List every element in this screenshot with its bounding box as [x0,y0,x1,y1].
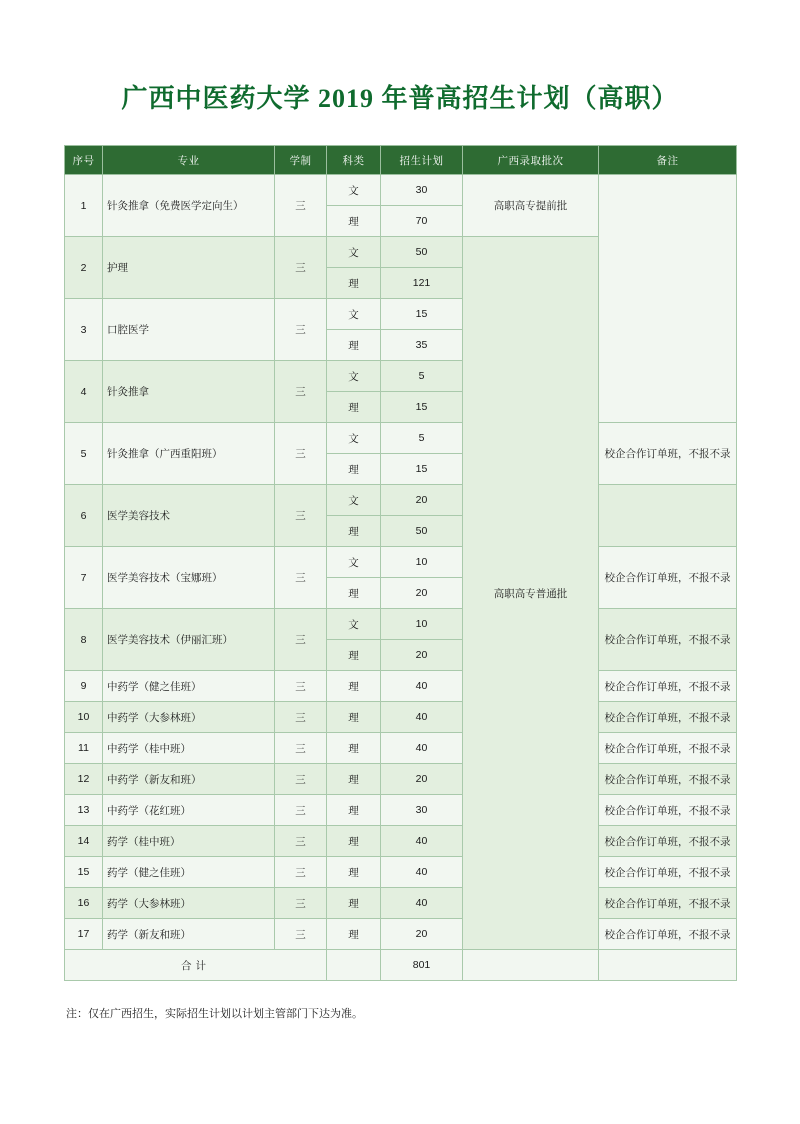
cell-type: 文 [327,237,381,268]
cell-type: 理 [327,454,381,485]
cell-count: 5 [381,361,463,392]
table-row [65,609,737,640]
cell-type: 理 [327,671,381,702]
cell-count: 40 [381,857,463,888]
cell-major: 医学美容技术（宝娜班） [103,547,275,609]
table-row [65,702,737,733]
cell-type: 理 [327,578,381,609]
cell-remark: 校企合作订单班，不报不录 [599,826,737,857]
cell-major: 中药学（桂中班） [103,733,275,764]
cell-count: 70 [381,206,463,237]
footnote: 注：仅在广西招生，实际招生计划以计划主管部门下达为准。 [66,1008,363,1020]
cell-major: 中药学（大参林班） [103,702,275,733]
cell-remark [599,175,737,423]
page-title: 广西中医药大学 2019 年普高招生计划（高职） [121,84,679,113]
cell-no: 14 [65,826,103,857]
cell-remark: 校企合作订单班，不报不录 [599,547,737,609]
cell-years: 三 [275,609,327,671]
cell-type: 理 [327,826,381,857]
cell-count: 50 [381,237,463,268]
col-header-count: 招生计划 [381,146,463,175]
cell-count: 15 [381,454,463,485]
cell-type: 文 [327,609,381,640]
cell-type: 理 [327,330,381,361]
table-row [65,857,737,888]
cell-count: 15 [381,392,463,423]
col-header-batch: 广西录取批次 [463,146,599,175]
table-row [65,547,737,578]
cell-major: 医学美容技术 [103,485,275,547]
cell-type: 文 [327,299,381,330]
cell-count: 40 [381,888,463,919]
cell-count: 5 [381,423,463,454]
cell-type: 理 [327,888,381,919]
plan-table-container [64,145,736,981]
cell-batch: 高职高专提前批 [463,175,599,237]
cell-years: 三 [275,733,327,764]
cell-major: 针灸推拿（免费医学定向生） [103,175,275,237]
col-header-type: 科类 [327,146,381,175]
cell-type: 理 [327,857,381,888]
cell-no: 15 [65,857,103,888]
cell-years: 三 [275,175,327,237]
cell-no: 5 [65,423,103,485]
cell-years: 三 [275,702,327,733]
cell-batch: 高职高专普通批 [463,237,599,950]
table-row [65,175,737,206]
cell-no: 8 [65,609,103,671]
cell-no: 6 [65,485,103,547]
cell-major: 中药学（花红班） [103,795,275,826]
cell-years: 三 [275,547,327,609]
cell-remark: 校企合作订单班，不报不录 [599,702,737,733]
cell-count: 10 [381,547,463,578]
cell-no: 17 [65,919,103,950]
cell-years: 三 [275,826,327,857]
cell-remark: 校企合作订单班，不报不录 [599,671,737,702]
cell-type: 文 [327,547,381,578]
admission-plan-table [64,145,737,981]
cell-years: 三 [275,857,327,888]
cell-major: 药学（新友和班） [103,919,275,950]
cell-count: 10 [381,609,463,640]
total-batch-blank [463,950,599,981]
cell-major: 针灸推拿 [103,361,275,423]
table-row [65,485,737,516]
col-header-years: 学制 [275,146,327,175]
cell-type: 文 [327,485,381,516]
cell-remark: 校企合作订单班，不报不录 [599,764,737,795]
cell-remark: 校企合作订单班，不报不录 [599,733,737,764]
cell-count: 121 [381,268,463,299]
cell-count: 35 [381,330,463,361]
col-header-major: 专业 [103,146,275,175]
cell-no: 3 [65,299,103,361]
cell-years: 三 [275,919,327,950]
cell-no: 7 [65,547,103,609]
cell-no: 1 [65,175,103,237]
cell-count: 20 [381,919,463,950]
cell-remark: 校企合作订单班，不报不录 [599,888,737,919]
cell-type: 文 [327,423,381,454]
table-total-row [65,950,737,981]
cell-major: 中药学（新友和班） [103,764,275,795]
cell-remark: 校企合作订单班，不报不录 [599,423,737,485]
cell-no: 9 [65,671,103,702]
cell-count: 30 [381,795,463,826]
cell-type: 理 [327,206,381,237]
cell-type: 理 [327,268,381,299]
total-remark-blank [599,950,737,981]
cell-no: 2 [65,237,103,299]
cell-count: 20 [381,640,463,671]
cell-remark [599,485,737,547]
table-row [65,671,737,702]
cell-count: 15 [381,299,463,330]
table-row [65,423,737,454]
table-body [65,175,737,981]
cell-major: 药学（健之佳班） [103,857,275,888]
cell-major: 药学（大参林班） [103,888,275,919]
cell-major: 医学美容技术（伊丽汇班） [103,609,275,671]
cell-major: 针灸推拿（广西重阳班） [103,423,275,485]
cell-major: 口腔医学 [103,299,275,361]
cell-type: 理 [327,764,381,795]
cell-type: 理 [327,733,381,764]
cell-no: 4 [65,361,103,423]
cell-major: 药学（桂中班） [103,826,275,857]
cell-count: 30 [381,175,463,206]
table-row [65,919,737,950]
cell-remark: 校企合作订单班，不报不录 [599,919,737,950]
cell-type: 理 [327,795,381,826]
total-label: 合计 [65,950,327,981]
cell-count: 40 [381,733,463,764]
cell-years: 三 [275,423,327,485]
cell-no: 12 [65,764,103,795]
cell-years: 三 [275,361,327,423]
cell-no: 10 [65,702,103,733]
table-header-row [65,146,737,175]
table-row [65,733,737,764]
table-row [65,888,737,919]
table-header [65,146,737,175]
cell-years: 三 [275,888,327,919]
table-row [65,826,737,857]
cell-years: 三 [275,299,327,361]
cell-remark: 校企合作订单班，不报不录 [599,857,737,888]
cell-remark: 校企合作订单班，不报不录 [599,795,737,826]
cell-type: 理 [327,392,381,423]
table-row [65,764,737,795]
cell-type: 理 [327,702,381,733]
table-row [65,795,737,826]
cell-major: 中药学（健之佳班） [103,671,275,702]
col-header-no: 序号 [65,146,103,175]
cell-count: 40 [381,671,463,702]
cell-type: 理 [327,640,381,671]
cell-type: 理 [327,516,381,547]
cell-major: 护理 [103,237,275,299]
cell-type: 文 [327,361,381,392]
cell-years: 三 [275,764,327,795]
cell-count: 20 [381,578,463,609]
total-count: 801 [381,950,463,981]
cell-no: 16 [65,888,103,919]
cell-count: 40 [381,702,463,733]
cell-type: 文 [327,175,381,206]
cell-years: 三 [275,671,327,702]
cell-no: 11 [65,733,103,764]
total-type-blank [327,950,381,981]
cell-no: 13 [65,795,103,826]
cell-count: 50 [381,516,463,547]
col-header-remark: 备注 [599,146,737,175]
cell-years: 三 [275,237,327,299]
cell-count: 20 [381,485,463,516]
cell-count: 40 [381,826,463,857]
cell-remark: 校企合作订单班，不报不录 [599,609,737,671]
cell-years: 三 [275,485,327,547]
cell-years: 三 [275,795,327,826]
cell-count: 20 [381,764,463,795]
cell-type: 理 [327,919,381,950]
